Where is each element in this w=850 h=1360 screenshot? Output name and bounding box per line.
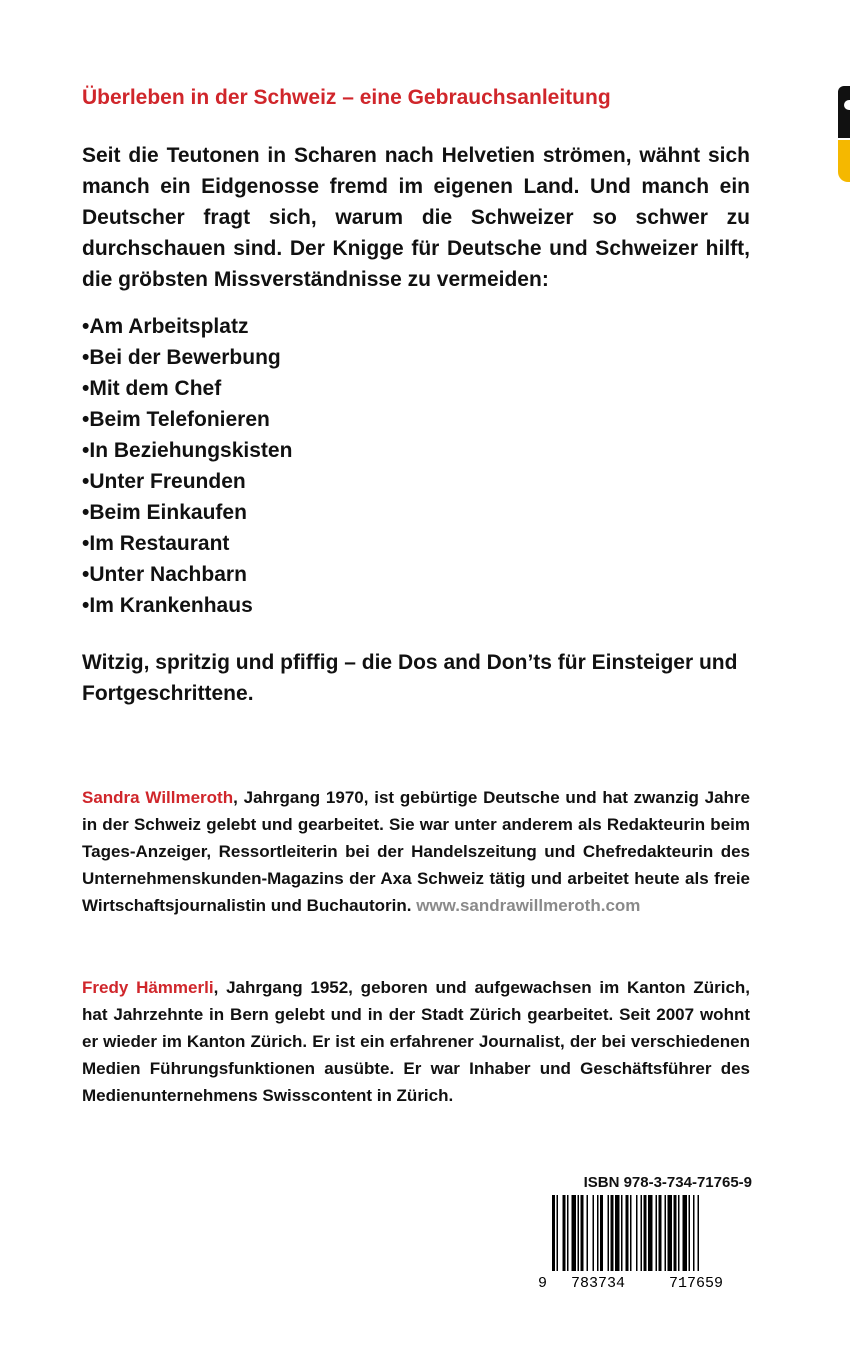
list-item: • In Beziehungskisten: [82, 435, 750, 466]
list-item: • Am Arbeitsplatz: [82, 311, 750, 342]
author-bio-text-2: , Jahrgang 1952, geboren und aufgewachsen im Kanton Zürich, hat Jahrzehnte in Bern gelebt und in der Stadt Zürich gearbeitet. Seit 2007 wohnt er wieder im Kanton Zürich. Er ist ein erfahrener Journalist, der bei verschiedenen Medien Führungsfunktionen ausübte. Er war Inhaber und Geschäftsführer des Medienunternehmens Swisscontent in Zürich.: [82, 978, 751, 1105]
barcode-bar: [557, 1195, 559, 1271]
author-name-1: Sandra Willmeroth: [82, 788, 234, 807]
barcode-bar: [563, 1195, 566, 1271]
blurb: [82, 80, 750, 709]
list-item: • Unter Freunden: [82, 466, 750, 497]
isbn-label: ISBN 978-3-734-71765-9: [583, 1174, 752, 1191]
barcode-bar: [578, 1195, 580, 1271]
barcode-bar: [567, 1195, 569, 1271]
barcode-digit-first: 9: [538, 1275, 548, 1291]
barcode-digits-right: 717659: [668, 1275, 724, 1291]
list-item: • Beim Telefonieren: [82, 404, 750, 435]
barcode-bar: [581, 1195, 584, 1271]
barcode-bar: [698, 1195, 700, 1271]
barcode-bar: [636, 1195, 638, 1271]
barcode-bar: [689, 1195, 691, 1271]
barcode-icon: [538, 1195, 752, 1291]
list-item: • Unter Nachbarn: [82, 559, 750, 590]
topic-list: [82, 311, 750, 621]
barcode-bar: [644, 1195, 647, 1271]
barcode-digits-left: 783734: [570, 1275, 626, 1291]
barcode-bar: [641, 1195, 643, 1271]
barcode-bar: [678, 1195, 680, 1271]
author-name-2: Fredy Hämmerli: [82, 978, 214, 997]
list-item: • Mit dem Chef: [82, 373, 750, 404]
barcode-bar: [600, 1195, 603, 1271]
isbn-block: [538, 1174, 752, 1291]
list-item: • Bei der Bewerbung: [82, 342, 750, 373]
barcode-bar: [608, 1195, 610, 1271]
barcode-bar: [626, 1195, 629, 1271]
book-title: Überleben in der Schweiz – eine Gebrauchsanleitung: [82, 86, 611, 109]
author-bio-1: [82, 784, 750, 919]
publisher-logo-icon: [836, 86, 850, 182]
barcode-bar: [630, 1195, 632, 1271]
barcode-bar: [668, 1195, 673, 1271]
barcode-bar: [552, 1195, 555, 1271]
barcode-bar: [693, 1195, 695, 1271]
barcode-bar: [593, 1195, 595, 1271]
summary-paragraph: Witzig, spritzig und pfiffig – die Dos and Don’ts für Einsteiger und Fortgeschrittene.: [82, 651, 738, 705]
barcode-bar: [665, 1195, 667, 1271]
barcode-bar: [572, 1195, 577, 1271]
barcode-bar: [587, 1195, 589, 1271]
barcode-bar: [597, 1195, 599, 1271]
author-bio-2: [82, 974, 750, 1109]
list-item: • Beim Einkaufen: [82, 497, 750, 528]
list-item: • Im Restaurant: [82, 528, 750, 559]
barcode-bar: [615, 1195, 620, 1271]
barcode-bar: [611, 1195, 614, 1271]
author-website-link[interactable]: www.sandrawillmeroth.com: [416, 896, 641, 915]
barcode-bar: [659, 1195, 662, 1271]
barcode-bar: [621, 1195, 623, 1271]
barcode-bar: [683, 1195, 688, 1271]
list-item: • Im Krankenhaus: [82, 590, 750, 621]
barcode-bar: [656, 1195, 658, 1271]
intro-paragraph: Seit die Teutonen in Scharen nach Helvetien strömen, wähnt sich manch ein Eidgenosse fremd im eigenen Land. Und manch ein Deutscher fragt sich, warum die Schweizer so schwer zu durchschauen sind. Der Knigge für Deutsche und Schweizer hilft, die gröbsten Missverständnisse zu vermeiden:: [82, 144, 750, 291]
barcode-bar: [674, 1195, 677, 1271]
author-bio-text-1: , Jahrgang 1970, ist gebürtige Deutsche und hat zwanzig Jahre in der Schweiz gelebt und gearbeitet. Sie war unter anderem als Redakteurin beim Tages-Anzeiger, Ressortleiterin bei der Handelszeitung und Chefredakteurin des Unternehmenskunden-Magazins der Axa Schweiz tätig und arbeitet heute als freie Wirtschaftsjournalistin und Buchautorin.: [82, 788, 750, 915]
barcode-bar: [648, 1195, 653, 1271]
